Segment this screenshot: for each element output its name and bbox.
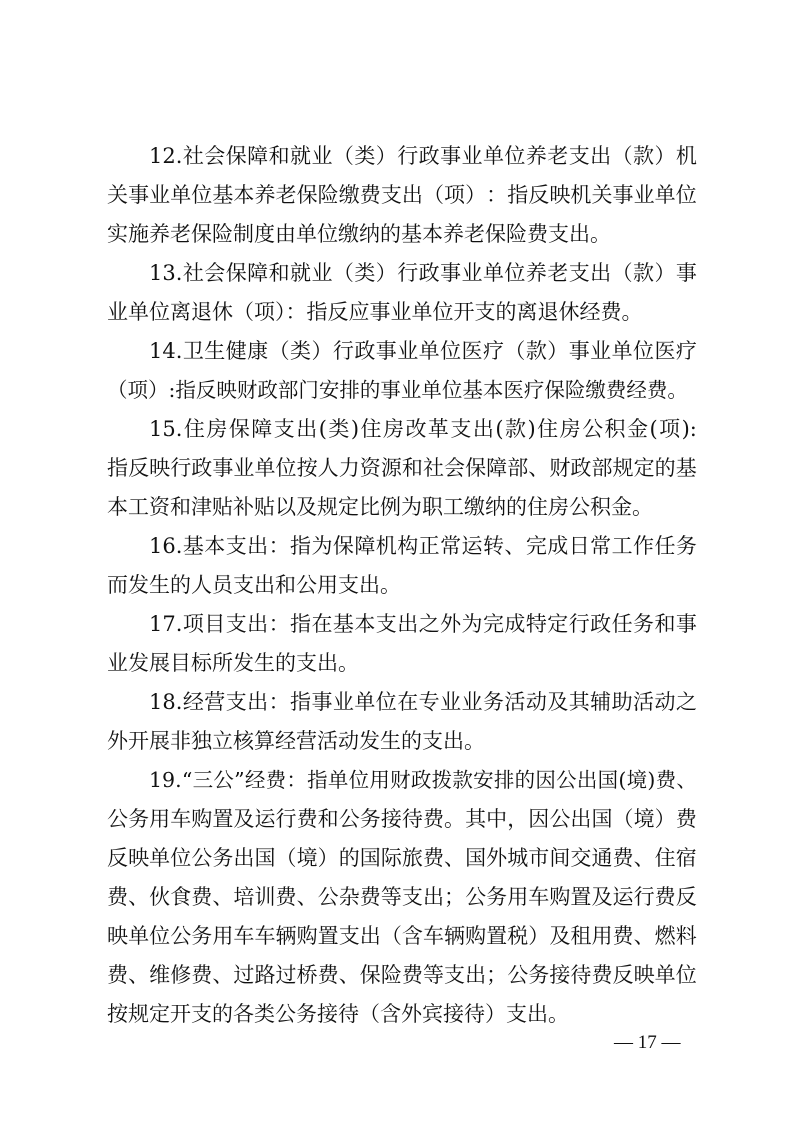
text-line: 15. 住 房 保 障 支 出 ( 类 ) 住 房 改 革 支 出 ( 款 ) 住 房 公 积 金 ( 项 ): (149, 417, 697, 441)
text-line: （项）:指反映财政部门安排的事业单位基本医疗保险缴费经费。 (107, 378, 688, 402)
text-line: 本工资和津贴补贴以及规定比例为职工缴纳的住房公积金。 (107, 495, 653, 519)
text-line: 而发生的人员支出和公用支出。 (107, 573, 401, 597)
text-line: 关 事 业 单 位 基 本 养 老 保 险 缴 费 支 出 （ 项 ） ： 指 反 映 机 关 事 业 单 位 (107, 183, 697, 207)
text-line: 外开展非独立核算经营活动发生的支出。 (107, 729, 485, 753)
text-line: 按规定开支的各类公务接待（含外宾接待）支出。 (107, 1002, 569, 1026)
text-line: 14. 卫 生 健 康 （ 类 ） 行 政 事 业 单 位 医 疗 （ 款 ） 事 业 单 位 医 疗 (149, 339, 697, 363)
paragraph-12 (107, 137, 697, 254)
text-line: 公 务 用 车 购 置 及 运 行 费 和 公 务 接 待 费 。 其 中 ， 因 公 出 国 （ 境 ） 费 (107, 807, 697, 831)
page-number: — 17 — (614, 1032, 681, 1053)
text-line: 13. 社 会 保 障 和 就 业 （ 类 ） 行 政 事 业 单 位 养 老 支 出 （ 款 ） 事 (149, 261, 697, 285)
text-line: 反 映 单 位 公 务 出 国 （ 境 ） 的 国 际 旅 费 、 国 外 城 市 间 交 通 费 、 住 宿 (107, 846, 697, 870)
paragraph-13 (107, 254, 697, 332)
paragraph-17 (107, 605, 697, 683)
text-line: 12. 社 会 保 障 和 就 业 （ 类 ） 行 政 事 业 单 位 养 老 支 出 （ 款 ） 机 (149, 144, 697, 168)
text-line: 业单位离退休（项）：指反应事业单位开支的离退休经费。 (107, 300, 643, 324)
text-line: 17. 项 目 支 出 ： 指 在 基 本 支 出 之 外 为 完 成 特 定 行 政 任 务 和 事 (149, 612, 697, 636)
document-body (107, 137, 697, 1034)
text-line: 费 、 维 修 费 、 过 路 过 桥 费 、 保 险 费 等 支 出 ； 公 务 接 待 费 反 映 单 位 (107, 963, 697, 987)
text-line: 映 单 位 公 务 用 车 车 辆 购 置 支 出 （ 含 车 辆 购 置 税 ） 及 租 用 费 、 燃 料 (107, 924, 697, 948)
paragraph-18 (107, 683, 697, 761)
text-line: 18. 经 营 支 出 ： 指 事 业 单 位 在 专 业 业 务 活 动 及 其 辅 助 活 动 之 (149, 690, 697, 714)
text-line: 19. “ 三 公 ” 经 费 ： 指 单 位 用 财 政 拨 款 安 排 的 因 公 出 国 ( 境 ) 费 、 (149, 768, 697, 792)
paragraph-16 (107, 527, 697, 605)
text-line: 16. 基 本 支 出 ： 指 为 保 障 机 构 正 常 运 转 、 完 成 日 常 工 作 任 务 (149, 534, 697, 558)
text-line: 指 反 映 行 政 事 业 单 位 按 人 力 资 源 和 社 会 保 障 部 、 财 政 部 规 定 的 基 (107, 456, 697, 480)
text-line: 实施养老保险制度由单位缴纳的基本养老保险费支出。 (107, 222, 611, 246)
paragraph-15 (107, 410, 697, 527)
paragraph-14 (107, 332, 697, 410)
text-line: 业发展目标所发生的支出。 (107, 651, 359, 675)
text-line: 费 、 伙 食 费 、 培 训 费 、 公 杂 费 等 支 出 ； 公 务 用 车 购 置 及 运 行 费 反 (107, 885, 697, 909)
paragraph-19 (107, 761, 697, 1034)
